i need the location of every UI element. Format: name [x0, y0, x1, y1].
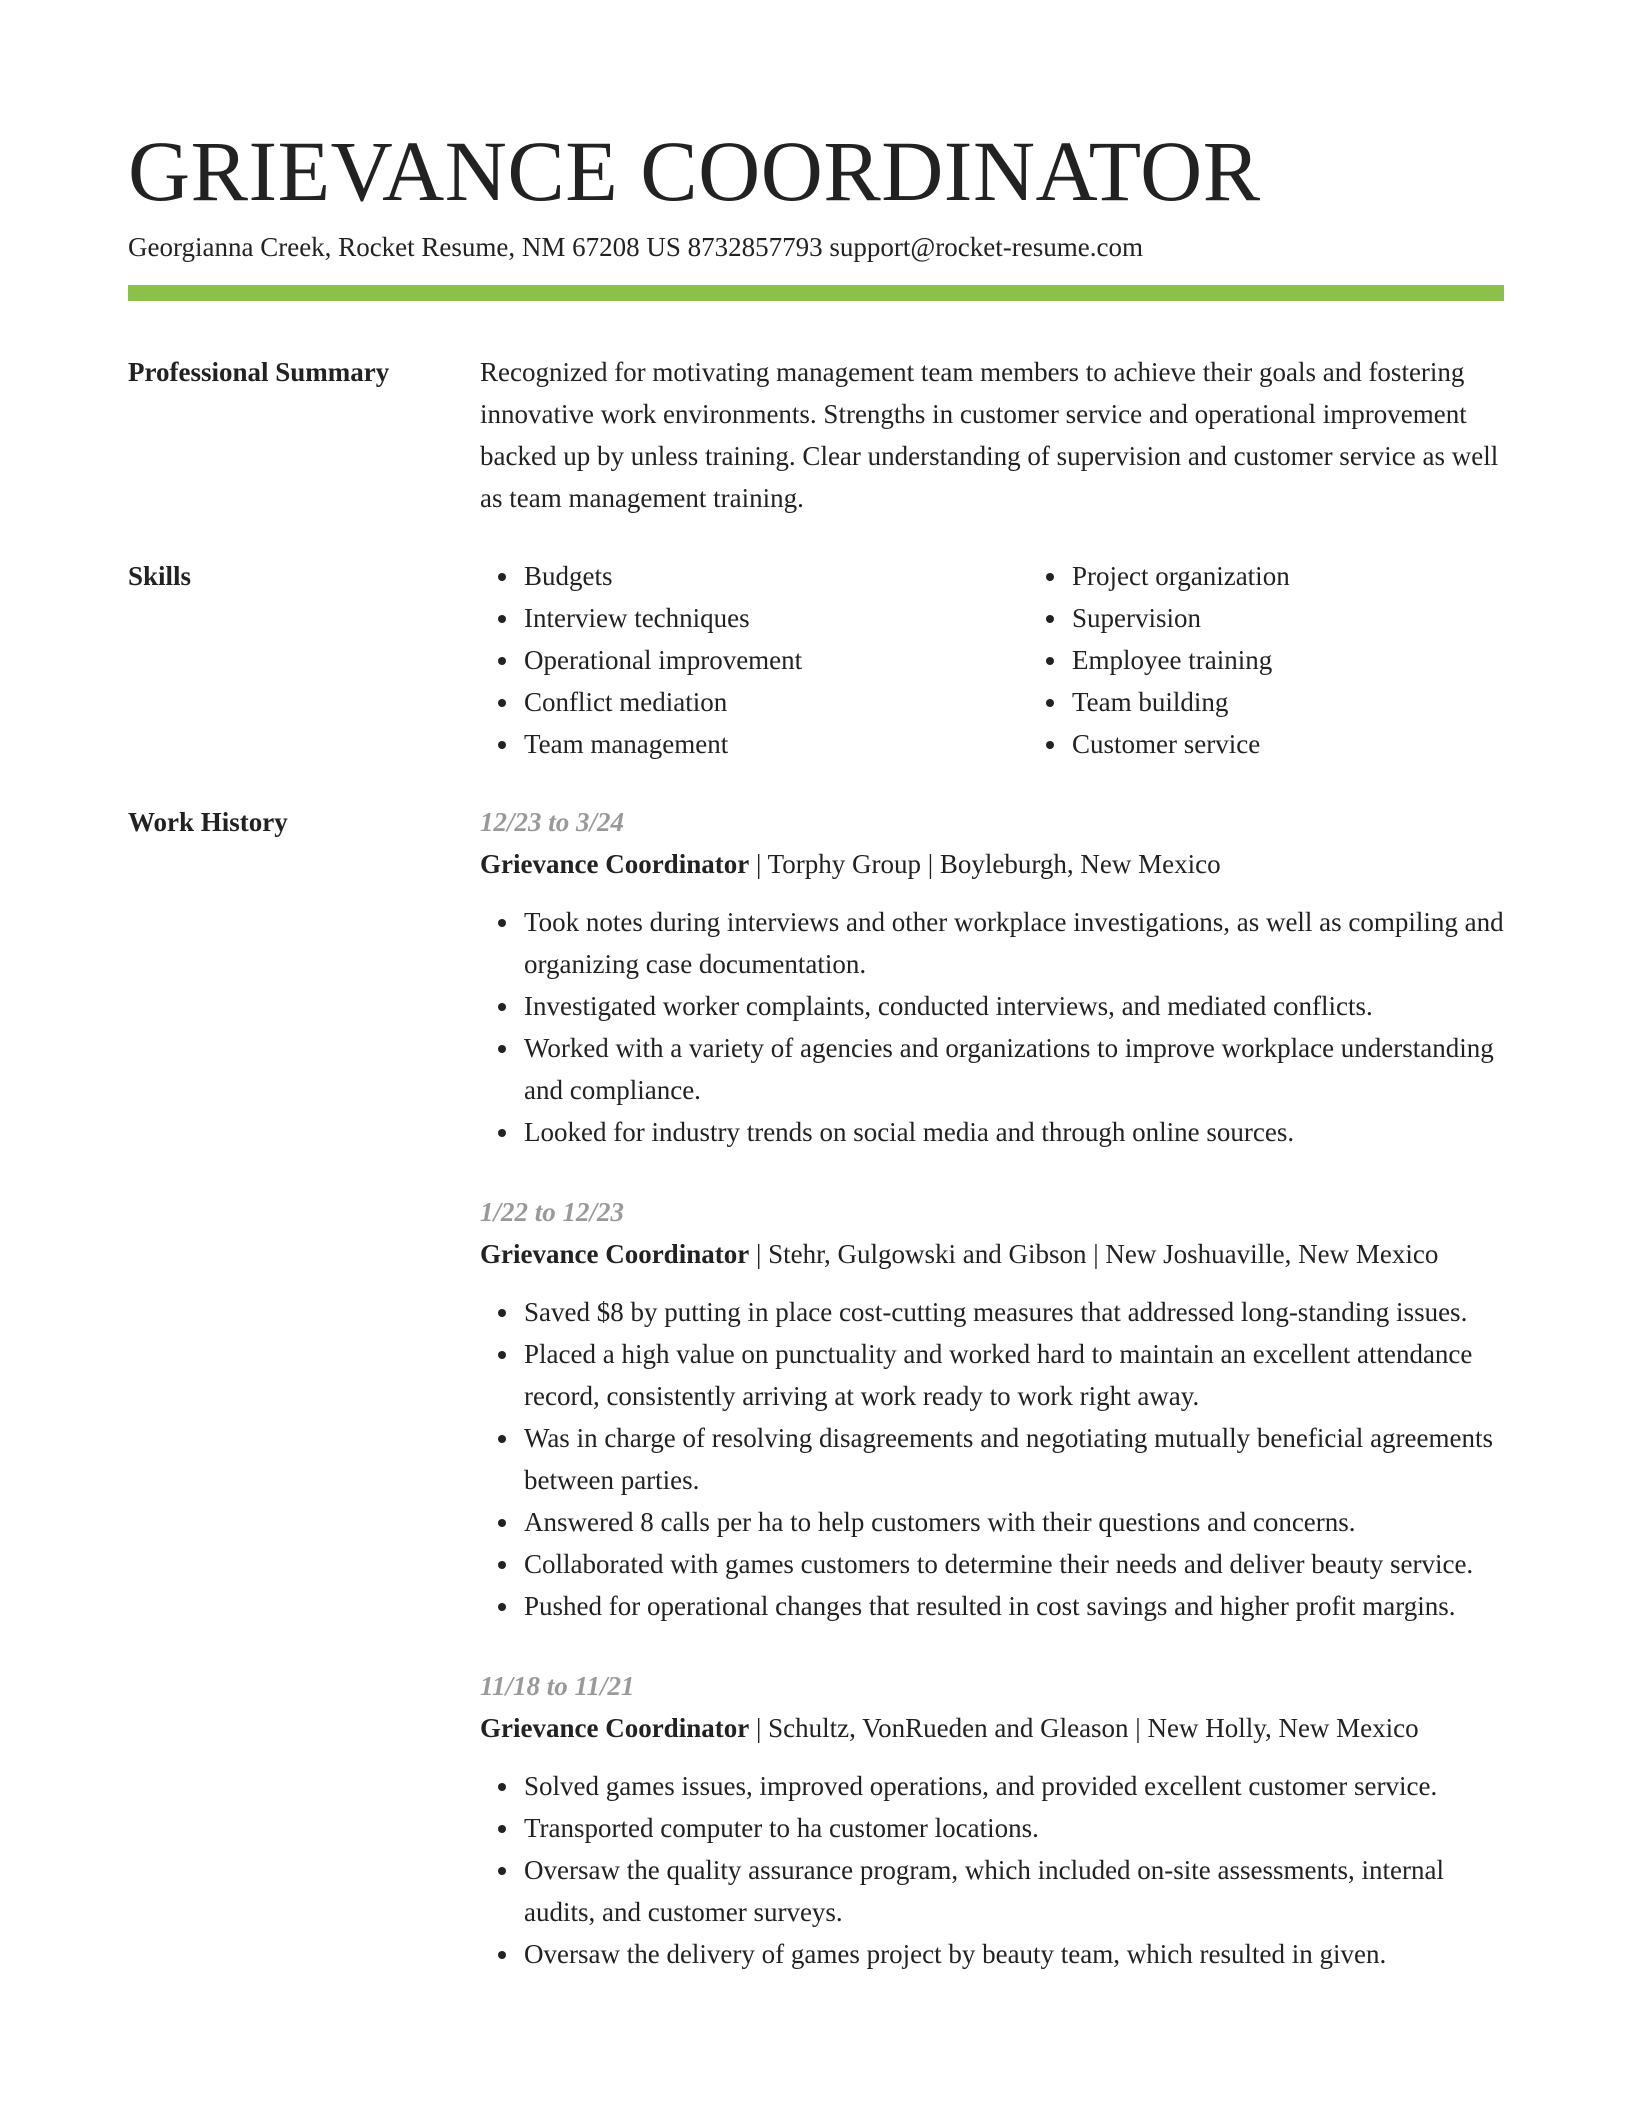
job-heading [480, 1707, 1504, 1749]
job-details: | Schultz, VonRueden and Gleason | New Holly, New Mexico [749, 1713, 1419, 1743]
skills-heading: Skills [128, 561, 192, 591]
skill-item: Team management [524, 723, 1028, 765]
skill-item: Conflict mediation [524, 681, 1028, 723]
skills-column-left [480, 555, 1028, 765]
skill-item: Employee training [1072, 639, 1576, 681]
job-title: Grievance Coordinator [480, 849, 750, 879]
skills-column-right [1028, 555, 1576, 765]
job-bullets [480, 1291, 1504, 1627]
job-bullet: Oversaw the quality assurance program, which included on-site assessments, internal audits, and customer surveys. [524, 1849, 1504, 1933]
skill-item: Interview techniques [524, 597, 1028, 639]
job-entry [480, 801, 1504, 1153]
contact-name: Georgianna Creek, [128, 232, 332, 262]
contact-line [128, 229, 1504, 265]
summary-text: Recognized for motivating management team members to achieve their goals and fostering innovative work environments. Strengths in customer service and operational improvement backed up by unless training. Clear understanding of supervision and customer service as well as team management training. [480, 357, 1499, 513]
skills-section [128, 555, 1504, 765]
job-entry [480, 1191, 1504, 1627]
contact-email: support@rocket-resume.com [829, 232, 1143, 262]
contact-phone: 8732857793 [687, 232, 823, 262]
skill-item: Budgets [524, 555, 1028, 597]
job-dates: 1/22 to 12/23 [480, 1197, 625, 1227]
job-bullet: Placed a high value on punctuality and worked hard to maintain an excellent attendance record, consistently arriving at work ready to work right away. [524, 1333, 1504, 1417]
job-title: Grievance Coordinator [480, 1239, 750, 1269]
job-bullet: Saved $8 by putting in place cost-cutting measures that addressed long-standing issues. [524, 1291, 1504, 1333]
job-bullet: Looked for industry trends on social media and through online sources. [524, 1111, 1504, 1153]
resume-page [128, 0, 1504, 1975]
job-bullets [480, 901, 1504, 1153]
job-details: | Torphy Group | Boyleburgh, New Mexico [749, 849, 1221, 879]
job-bullet: Collaborated with games customers to determine their needs and deliver beauty service. [524, 1543, 1504, 1585]
job-bullet: Solved games issues, improved operations, and provided excellent customer service. [524, 1765, 1504, 1807]
job-bullet: Investigated worker complaints, conducted interviews, and mediated conflicts. [524, 985, 1504, 1027]
job-bullet: Answered 8 calls per ha to help customers with their questions and concerns. [524, 1501, 1504, 1543]
job-bullet: Worked with a variety of agencies and organizations to improve workplace understanding and compliance. [524, 1027, 1504, 1111]
job-details: | Stehr, Gulgowski and Gibson | New Joshuaville, New Mexico [749, 1239, 1439, 1269]
job-bullet: Transported computer to ha customer locations. [524, 1807, 1504, 1849]
skill-item: Customer service [1072, 723, 1576, 765]
job-dates: 12/23 to 3/24 [480, 807, 625, 837]
job-title: Grievance Coordinator [480, 1713, 750, 1743]
job-heading [480, 843, 1504, 885]
job-heading [480, 1233, 1504, 1275]
work-history-section [128, 801, 1504, 1975]
job-dates: 11/18 to 11/21 [480, 1671, 635, 1701]
job-bullet: Oversaw the delivery of games project by beauty team, which resulted in given. [524, 1933, 1504, 1975]
work-history-heading: Work History [128, 807, 288, 837]
summary-heading: Professional Summary [128, 357, 390, 387]
summary-section [128, 351, 1504, 519]
job-bullet: Took notes during interviews and other workplace investigations, as well as compiling and organizing case documentation. [524, 901, 1504, 985]
job-bullet: Was in charge of resolving disagreements and negotiating mutually beneficial agreements between parties. [524, 1417, 1504, 1501]
skills-grid [480, 555, 1576, 765]
job-bullet: Pushed for operational changes that resulted in cost savings and higher profit margins. [524, 1585, 1504, 1627]
page-title: GRIEVANCE COORDINATOR [128, 123, 1261, 219]
contact-address: Rocket Resume, NM 67208 US [338, 232, 681, 262]
skill-item: Team building [1072, 681, 1576, 723]
skill-item: Supervision [1072, 597, 1576, 639]
accent-divider [128, 285, 1504, 301]
job-entry [480, 1665, 1504, 1975]
job-bullets [480, 1765, 1504, 1975]
skill-item: Project organization [1072, 555, 1576, 597]
skill-item: Operational improvement [524, 639, 1028, 681]
